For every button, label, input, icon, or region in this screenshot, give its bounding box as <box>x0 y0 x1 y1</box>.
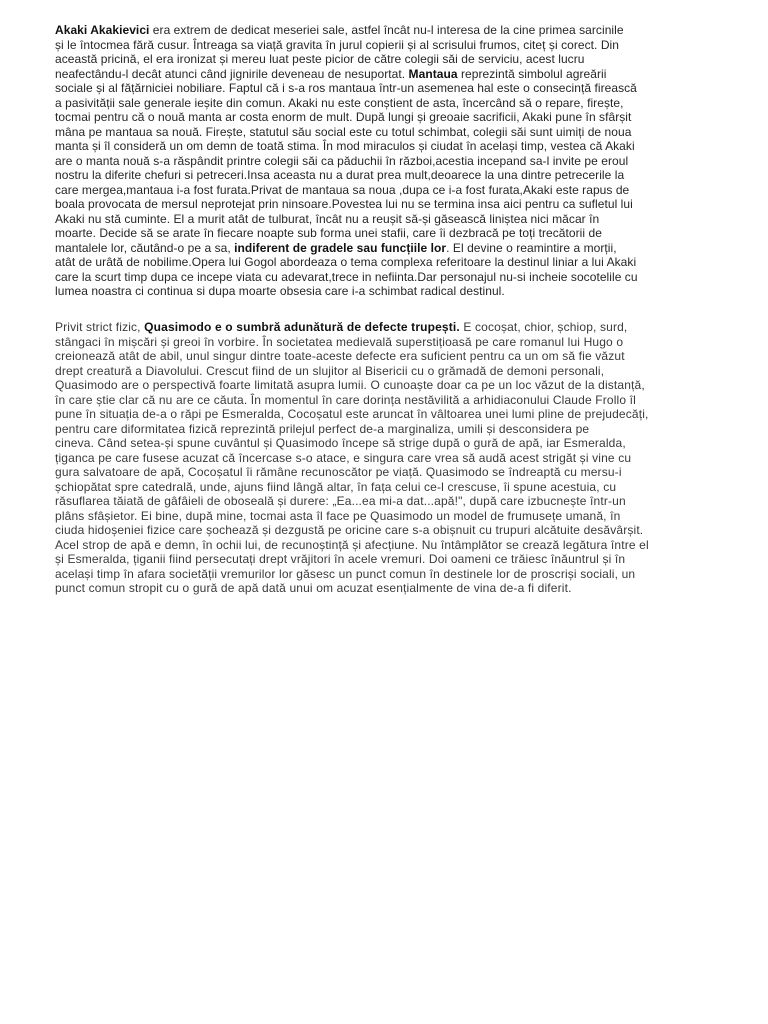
text-line <box>55 552 679 567</box>
text-run: gura salvatoare de apă, Cocoșatul îi rămâne recunoscător pe viață. Quasimodo se îndreaptă cu mersu-i <box>55 465 622 479</box>
text-line <box>55 96 679 111</box>
text-line <box>55 154 679 169</box>
text-run: boala provocata de mersul neprotejat prin ninsoare.Povestea lui nu se termina insa aici pentru ca sufletul lui <box>55 197 633 211</box>
text-run: Privit strict fizic, <box>55 320 145 334</box>
text-run: are o manta nouă s-a răspândit printre colegii săi ca păduchii în război,acestia incepand sa-l invite pe eroul <box>55 153 629 168</box>
text-run: cineva. Când setea-și spune cuvântul și Quasimodo începe să strige după o gură de apă, iar Esmeralda, <box>55 436 626 450</box>
text-run: reprezintă simbolul agreării <box>457 66 607 81</box>
text-run: șchiopătat spre catedrală, unde, ajuns fiind lângă altar, în fața celui ce-l crescuse, îi spune acestuia, cu <box>55 479 617 494</box>
text-run: pune în situația de-a o răpi pe Esmeralda, Cocoșatul este aruncat în vâltoarea unei lumi pline de prejudecăți, <box>55 407 649 421</box>
bold-text-run: indiferent de gradele sau funcțiile lor <box>234 240 447 255</box>
text-run: nostru la diferite chefuri si petreceri.Insa aceasta nu a durat prea mult,deoarece la una dintre petrecerile la <box>55 168 625 182</box>
paragraph-akaki-mantaua <box>55 23 679 299</box>
text-line <box>55 523 679 538</box>
text-line <box>55 183 679 198</box>
text-run: drept creatură a Diavolului. Crescut fiind de un slujitor al Bisericii cu o grămadă de demoni personali, <box>55 363 605 378</box>
text-run: și le întocmea fără cusur. Întreaga sa viață gravita în jurul copierii și al scrisului frumos, citeț și corect. Din <box>55 37 619 52</box>
text-line <box>55 509 679 524</box>
text-run: și Esmeralda, țiganii fiind persecutați drept vrăjitori în acele vremuri. Doi oameni ce trăiesc înăuntrul și în <box>55 552 626 566</box>
text-line <box>55 364 679 379</box>
text-line <box>55 241 679 256</box>
text-run: țiganca pe care fusese acuzat că încercase s-o atace, e singura care vrea să audă acest strigăt și vine cu <box>55 450 632 465</box>
text-line <box>55 197 679 212</box>
text-line <box>55 349 679 364</box>
text-run: același timp în afara societății vremurilor lor găsesc un punct comun în destinele lor de proscriși sociali, un <box>55 566 636 581</box>
text-run: moarte. Decide să se arate în fiecare noapte sub forma unei stafii, care îi dezbracă pe toți trecătorii de <box>55 226 602 240</box>
paragraph-quasimodo <box>55 320 679 596</box>
text-run: creionează atât de abil, unul singur dintre toate-aceste defecte era suficient pentru ca un om să fie văzut <box>55 349 625 363</box>
text-run: Akaki nu stă cuminte. El a murit atât de tulburat, încât nu a reușit să-și găsească liniștea nici măcar în <box>55 211 600 226</box>
text-run: în care știe clar că nu are ce căuta. În momentul în care dorința nestăvilită a arhidiaconului Claude Frollo îl <box>55 392 636 407</box>
text-line <box>55 378 679 393</box>
text-line <box>55 581 679 596</box>
text-run: ciuda hidoșeniei fizice care șochează și dezgustă pe oricine care s-a obișnuit cu trupuri alcătuite desăvârșit. <box>55 523 644 537</box>
text-line <box>55 270 679 285</box>
text-line <box>55 212 679 227</box>
text-run: era extrem de dedicat meseriei sale, astfel încât nu-l interesa de la cine primea sarcinile <box>149 23 624 37</box>
text-run: E cocoșat, chior, șchiop, surd, <box>459 320 628 334</box>
text-line <box>55 125 679 140</box>
text-line <box>55 226 679 241</box>
bold-text-run: Akaki Akakievici <box>55 23 150 37</box>
text-line <box>55 538 679 553</box>
text-line <box>55 255 679 270</box>
text-line <box>55 494 679 509</box>
text-run: tocmai pentru că o nouă manta ar costa enorm de mult. După lungi și greoaie sacrificii, Akaki pune în sfârșit <box>55 110 632 124</box>
text-line <box>55 451 679 466</box>
text-run: atât de urâtă de nobilime.Opera lui Gogol abordeaza o tema complexa referitoare la destinul liniar a lui Akaki <box>55 255 637 269</box>
text-run: . El devine o reamintire a morții, <box>446 240 617 255</box>
text-line <box>55 38 679 53</box>
text-run: Quasimodo are o perspectivă foarte limitată asupra lumii. O cunoaște doar ca pe un loc văzut de la distanță, <box>55 378 645 392</box>
text-line <box>55 465 679 480</box>
text-line <box>55 436 679 451</box>
text-line <box>55 168 679 183</box>
text-run: lumea noastra ci continua si dupa moarte obsesia care i-a schimbat radical destinul. <box>55 284 505 298</box>
text-run: neafectându-l decât atunci când jignirile deveneau de nesuportat. <box>55 66 409 81</box>
text-line <box>55 23 679 38</box>
text-run: stângaci în mișcări și greoi în vorbire. În societatea medievală superstițioasă pe care romanul lui Hugo o <box>55 334 624 349</box>
text-line <box>55 335 679 350</box>
text-run: manta și îl consideră un om demn de toată stima. În mod miraculos și ciudat în același timp, vestea că Akaki <box>55 139 635 153</box>
text-run: care la scurt timp dupa ce incepe viata cu adevarat,trece in nefiinta.Dar personajul nu-si incheie socotelile cu <box>55 269 638 284</box>
text-run: mantalele lor, căutând-o pe a sa, <box>55 240 235 255</box>
text-line <box>55 320 679 335</box>
text-run: punct comun stropit cu o gură de apă dată unui om acuzat esențialmente de vina de-a fi diferit. <box>55 581 572 595</box>
text-line <box>55 393 679 408</box>
text-line <box>55 52 679 67</box>
text-run: mâna pe mantaua sa nouă. Firește, statutul său social este cu totul schimbat, colegii săi sunt uimiți de noua <box>55 124 632 139</box>
text-line <box>55 139 679 154</box>
text-run: sociale și al fățărniciei nobiliare. Faptul că i s-a ros mantaua într-un asemenea hal este o consecință firească <box>55 81 637 95</box>
text-line <box>55 422 679 437</box>
text-line <box>55 480 679 495</box>
bold-text-run: Quasimodo e o sumbră adunătură de defecte trupești. <box>144 320 460 334</box>
text-run: această pricină, el era ironizat și mereu luat peste picior de către colegii săi de serviciu, acest lucru <box>55 52 585 66</box>
text-line <box>55 110 679 125</box>
text-run: care mergea,mantaua i-a fost furata.Privat de mantaua sa noua ,dupa ce i-a fost furata,Akaki este rapus de <box>55 182 630 197</box>
text-line <box>55 284 679 299</box>
text-line <box>55 67 679 82</box>
text-line <box>55 407 679 422</box>
text-run: răsuflarea tăiată de gâfâieli de oboseală și durere: „Ea...ea mi-a dat...apă!", după care izbucnește într-un <box>55 494 626 508</box>
text-run: pentru care diformitatea fizică reprezintă prilejul perfect de-a marginaliza, umili și desconsidera pe <box>55 421 590 436</box>
bold-text-run: Mantaua <box>408 66 458 81</box>
text-run: a pasivității sale generale ieșite din comun. Akaki nu este conștient de asta, încercând să o repare, firește, <box>55 95 624 110</box>
text-run: plâns sfâșietor. Ei bine, după mine, tocmai asta îl face pe Quasimodo un model de frumusețe umană, în <box>55 508 621 523</box>
text-line <box>55 81 679 96</box>
text-line <box>55 567 679 582</box>
text-run: Acel strop de apă e demn, în ochii lui, de recunoștință și afecțiune. Nu întâmplător se crează legătura între el <box>55 537 649 552</box>
